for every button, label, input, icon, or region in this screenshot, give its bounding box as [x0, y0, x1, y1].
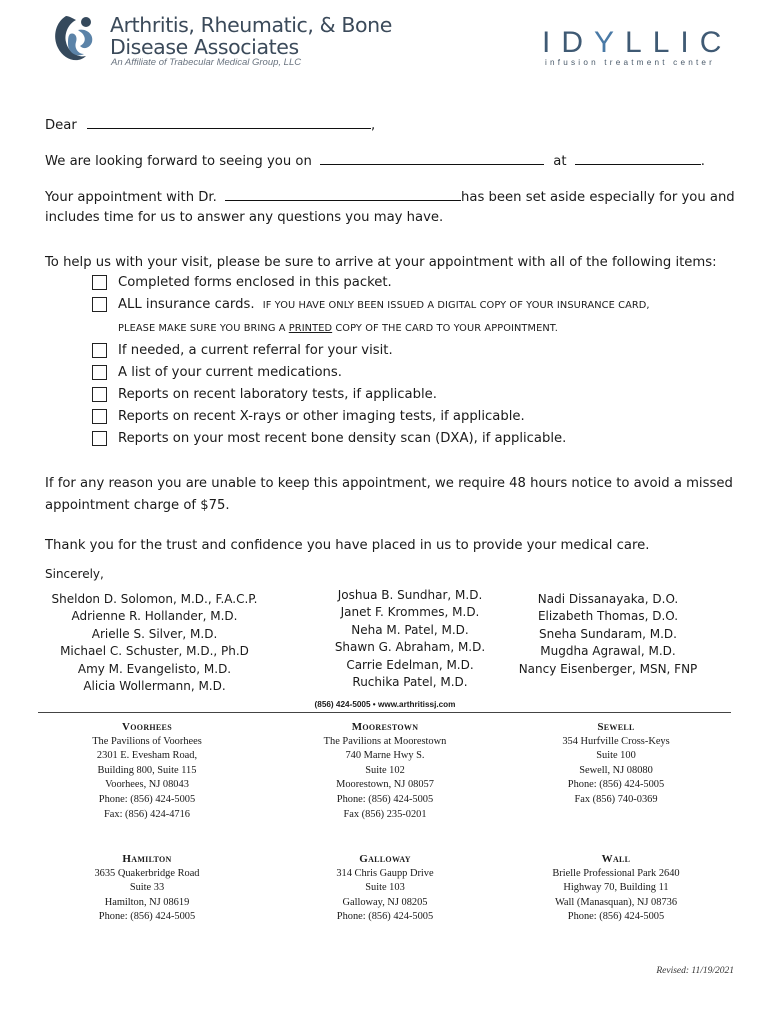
- checklist-item-forms: Completed forms enclosed in this packet.: [118, 275, 392, 290]
- seeing-you-text: We are looking forward to seeing you on: [45, 154, 312, 169]
- checkbox-forms[interactable]: [92, 275, 107, 290]
- idyllic-subtitle: infusion treatment center: [545, 58, 716, 67]
- office-line: Building 800, Suite 115: [97, 764, 197, 776]
- office-line: Suite 102: [365, 764, 405, 776]
- office-line: Suite 33: [129, 882, 165, 894]
- office-line: Highway 70, Building 11: [563, 882, 669, 894]
- doctor-name: Neha M. Patel, M.D.: [351, 622, 469, 637]
- salutation-line: [45, 116, 375, 135]
- revision-date: Revised: 11/19/2021: [656, 966, 734, 976]
- doctor-name: Sheldon D. Solomon, M.D., F.A.C.P.: [51, 592, 258, 606]
- office-hamilton: [57, 852, 237, 925]
- checkbox-medications[interactable]: [92, 365, 107, 380]
- doctor-name: Joshua B. Sundhar, M.D.: [337, 588, 483, 602]
- office-line: Phone: (856) 424-5005: [336, 793, 434, 805]
- help-intro-text: To help us with your visit, please be sure to arrive at your appointment with all of the following items:: [45, 255, 717, 270]
- office-line: The Pavilions of Voorhees: [92, 735, 202, 747]
- appointment-date-line: [45, 152, 705, 171]
- doctor-name: Carrie Edelman, M.D.: [346, 657, 474, 672]
- checkbox-dxa[interactable]: [92, 431, 107, 446]
- insurance-note-a: PLEASE MAKE SURE YOU BRING A: [118, 323, 286, 334]
- doctor-name: Sneha Sundaram, M.D.: [538, 626, 677, 641]
- office-wall: [526, 852, 706, 925]
- time-blank[interactable]: [575, 152, 701, 165]
- office-name: Hamilton: [122, 853, 172, 865]
- office-line: 2301 E. Evesham Road,: [96, 750, 198, 762]
- office-line: Fax (856) 235-0201: [343, 808, 427, 820]
- doctor-name: Arielle S. Silver, M.D.: [91, 626, 218, 641]
- doctor-name: Shawn G. Abraham, M.D.: [334, 640, 486, 655]
- office-line: Fax (856) 740-0369: [574, 793, 658, 805]
- checkbox-xrays[interactable]: [92, 409, 107, 424]
- cancellation-line2: appointment charge of $75.: [45, 498, 230, 513]
- practice-name-line1: Arthritis, Rheumatic, & Bone: [110, 13, 392, 37]
- date-line-period: .: [700, 154, 705, 169]
- doctor-name: Amy M. Evangelisto, M.D.: [77, 661, 232, 676]
- office-line: 740 Marne Hwy S.: [345, 750, 425, 762]
- office-line: Suite 100: [596, 750, 636, 762]
- office-line: The Pavilions at Moorestown: [323, 735, 447, 747]
- insurance-note-printed: PRINTED: [288, 323, 333, 334]
- doctor-line: [45, 188, 735, 207]
- office-galloway: [295, 852, 475, 925]
- office-line: 354 Hurfville Cross-Keys: [562, 735, 670, 747]
- checklist-item-medications: A list of your current medications.: [118, 365, 342, 380]
- office-line: Wall (Manasquan), NJ 08736: [554, 896, 678, 908]
- idyllic-brand: [542, 26, 732, 60]
- doctor-name: Mugdha Agrawal, M.D.: [540, 644, 676, 659]
- office-line: Fax: (856) 424-4716: [103, 808, 190, 820]
- office-line: Suite 103: [365, 882, 405, 894]
- office-voorhees: [57, 720, 237, 822]
- office-line: Phone: (856) 424-5005: [98, 793, 196, 805]
- doctor-name: Nadi Dissanayaka, D.O.: [537, 592, 679, 606]
- checkbox-insurance[interactable]: [92, 297, 107, 312]
- office-name: Galloway: [359, 853, 411, 865]
- practice-name-line2: Disease Associates: [110, 35, 299, 59]
- brand-y: Y: [594, 26, 626, 59]
- office-line: Phone: (856) 424-5005: [98, 911, 196, 923]
- at-text: at: [553, 154, 567, 169]
- checkbox-referral[interactable]: [92, 343, 107, 358]
- practice-logo-icon: [52, 12, 102, 64]
- cancellation-line1: If for any reason you are unable to keep this appointment, we require 48 hours notice to avoid a missed: [45, 476, 733, 491]
- office-name: Wall: [601, 853, 631, 865]
- brand-suffix: LLIC: [625, 26, 733, 59]
- thank-you-text: Thank you for the trust and confidence you have placed in us to provide your medical care.: [45, 538, 650, 553]
- doctor-name: Ruchika Patel, M.D.: [352, 675, 468, 690]
- includes-time-text: includes time for us to answer any questions you may have.: [45, 210, 444, 225]
- sincerely-text: Sincerely,: [45, 567, 104, 581]
- office-sewell: [526, 720, 706, 808]
- office-line: Brielle Professional Park 2640: [552, 867, 680, 879]
- doctor-name: Alicia Wollermann, M.D.: [83, 679, 226, 694]
- office-line: Hamilton, NJ 08619: [104, 896, 190, 908]
- brand-prefix: ID: [542, 26, 594, 59]
- appointment-with-text: Your appointment with Dr.: [45, 190, 217, 205]
- office-line: 3635 Quakerbridge Road: [94, 867, 200, 879]
- office-moorestown: [295, 720, 475, 822]
- doctor-name: Janet F. Krommes, M.D.: [340, 605, 480, 620]
- insurance-note-b: COPY OF THE CARD TO YOUR APPOINTMENT.: [335, 323, 558, 334]
- checklist-item-xrays: Reports on recent X-rays or other imaging tests, if applicable.: [118, 409, 525, 424]
- office-name: Moorestown: [351, 721, 419, 733]
- practice-affiliation: An Affiliate of Trabecular Medical Group, LLC: [111, 57, 302, 68]
- doctor-name: Nancy Eisenberger, MSN, FNP: [518, 661, 698, 676]
- doctor-name: Michael C. Schuster, M.D., Ph.D: [60, 644, 249, 659]
- doctor-blank[interactable]: [225, 188, 461, 201]
- checklist-item-insurance: [118, 296, 650, 315]
- checklist-item-lab-tests: Reports on recent laboratory tests, if applicable.: [118, 387, 437, 402]
- checklist-item-referral: If needed, a current referral for your visit.: [118, 343, 393, 358]
- office-line: Moorestown, NJ 08057: [336, 779, 434, 791]
- dear-label: Dear: [45, 118, 77, 133]
- office-line: Phone: (856) 424-5005: [567, 779, 665, 791]
- office-line: Phone: (856) 424-5005: [336, 911, 434, 923]
- practice-name: [110, 14, 392, 58]
- office-line: 314 Chris Gaupp Drive: [336, 867, 434, 879]
- checklist-item-dxa: Reports on your most recent bone density scan (DXA), if applicable.: [118, 431, 567, 446]
- doctor-name: Elizabeth Thomas, D.O.: [537, 609, 679, 624]
- divider: [38, 712, 731, 713]
- office-line: Voorhees, NJ 08043: [105, 779, 189, 791]
- insurance-note-line2: [118, 320, 558, 338]
- doctor-column-2: [305, 587, 515, 691]
- insurance-cards-text: ALL insurance cards.: [118, 297, 255, 312]
- doctor-name: Adrienne R. Hollander, M.D.: [71, 609, 238, 624]
- name-blank[interactable]: [87, 116, 371, 129]
- doctor-column-1: [42, 591, 267, 695]
- date-blank[interactable]: [320, 152, 544, 165]
- dear-comma: ,: [370, 118, 376, 133]
- office-line: Phone: (856) 424-5005: [567, 911, 665, 923]
- office-name: Voorhees: [122, 721, 172, 733]
- contact-line: (856) 424-5005 • www.arthritissj.com: [314, 700, 456, 709]
- office-name: Sewell: [597, 721, 635, 733]
- checkbox-lab-tests[interactable]: [92, 387, 107, 402]
- office-line: Sewell, NJ 08080: [579, 764, 653, 776]
- practice-logo: [52, 12, 102, 64]
- doctor-column-3: [508, 591, 708, 678]
- set-aside-text: has been set aside especially for you and: [461, 190, 735, 205]
- insurance-note-line1: IF YOU HAVE ONLY BEEN ISSUED A DIGITAL COPY OF YOUR INSURANCE CARD,: [262, 300, 650, 311]
- office-line: Galloway, NJ 08205: [342, 896, 428, 908]
